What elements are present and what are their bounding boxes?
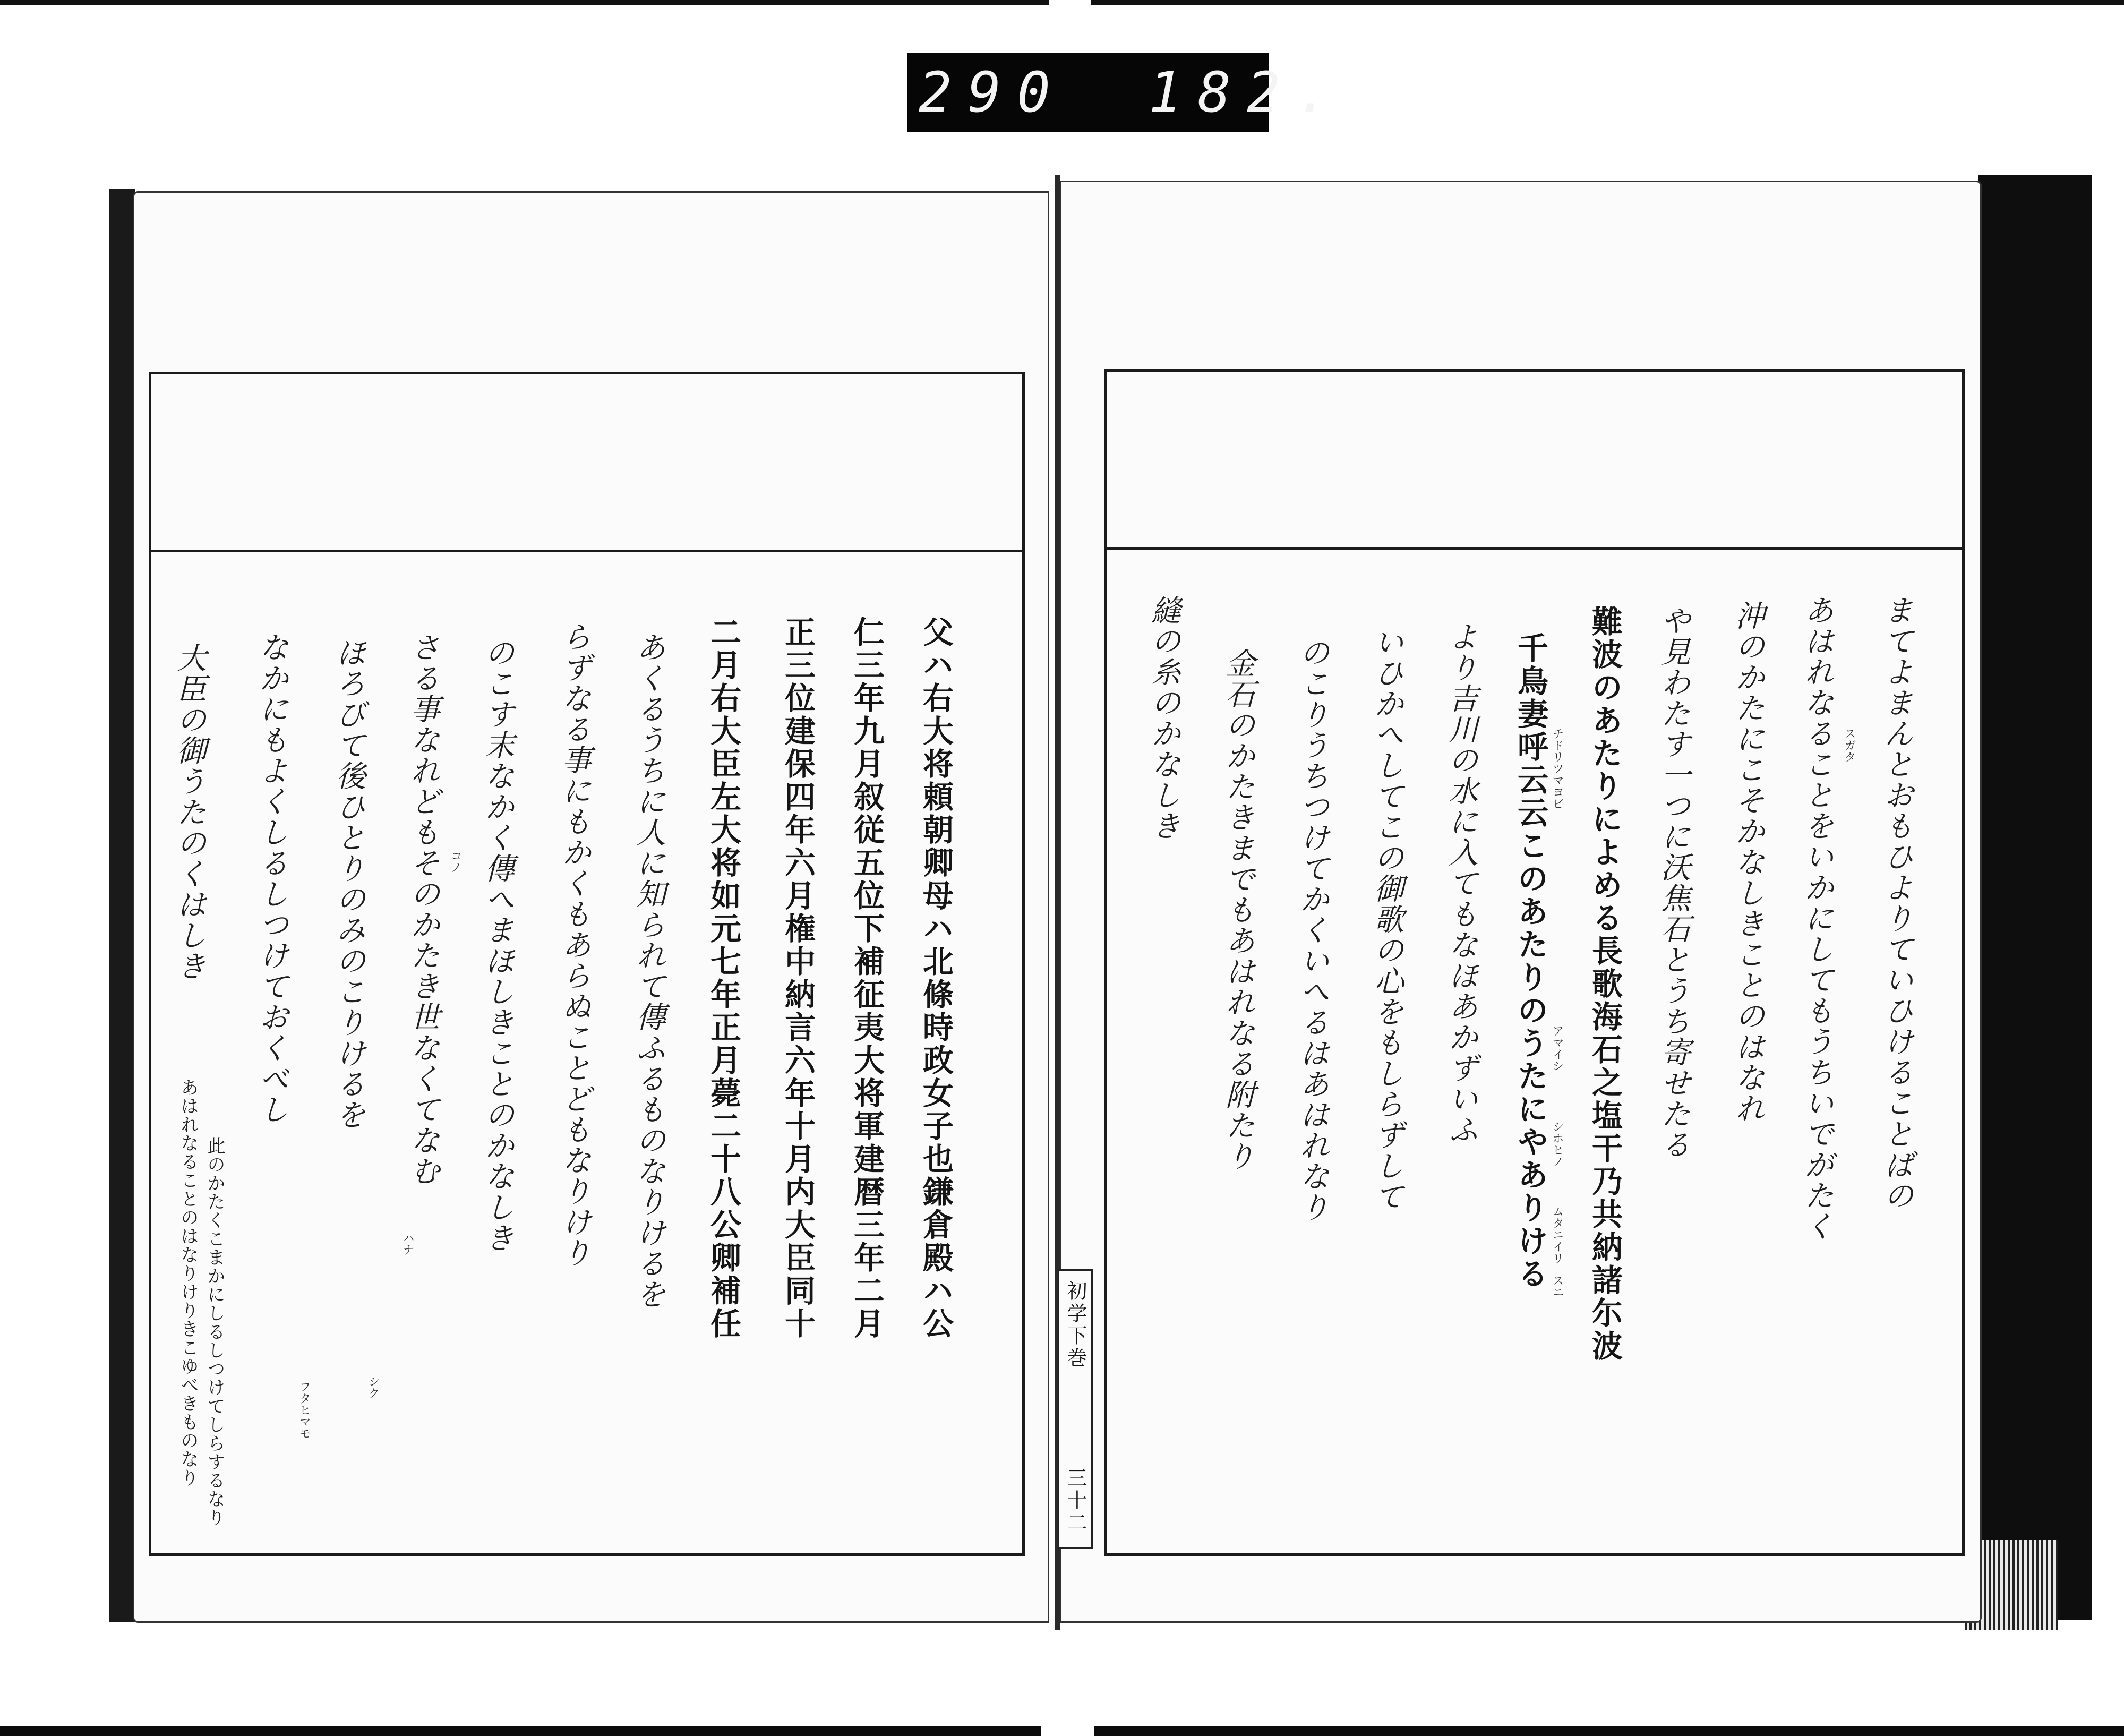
right-column-10: 金石のかたきまでもあはれなる附たり — [1221, 648, 1255, 1171]
left-column-8: さる事なれどもそのかたき世なくてなむ — [406, 632, 440, 1186]
left-ruby-3: シク — [366, 1375, 380, 1399]
right-column-8: いひかへしてこの御歌の心をもしらずして — [1369, 627, 1404, 1212]
scan-border-top-left — [0, 0, 1049, 5]
left-column-6: らずなる事にもかくもあらぬことどもなりけり — [557, 621, 592, 1268]
book-title-slip — [1058, 1269, 1093, 1549]
left-cover-edge — [109, 189, 135, 1622]
left-ruby-2: ハナ — [401, 1232, 414, 1255]
right-ruby-5: ムタニイリ — [1551, 1205, 1564, 1264]
left-column-9: ほろびて後ひとりのみのこりけるを — [331, 637, 366, 1130]
right-ruby-2: チドリツマヨビ — [1551, 728, 1564, 809]
book-page-number: 三十二 — [1064, 1467, 1087, 1534]
left-column-3: 正三位建保四年六月権中納言六年十月内大臣同十 — [780, 616, 816, 1340]
right-column-5: 難波のあたりによめる長歌海石之塩干乃共納諸尓波 — [1587, 605, 1623, 1363]
left-column-4: 二月右大臣左大将如元七年正月薨二十八公卿補任 — [705, 616, 741, 1340]
left-ruby-4: フタヒマモ — [297, 1381, 311, 1439]
left-small-note-1: 此のかたくこまかにしるしつけてしらするなり — [204, 1136, 225, 1527]
left-column-5: あくるうちに人に知られて傳ふるものなりけるを — [631, 632, 666, 1310]
right-column-7: より吉川の水に入てもなほあかずいふ — [1444, 621, 1478, 1145]
label-right-number: 182. — [1149, 60, 1346, 125]
left-small-note-2: あはれなることのはなりけりきこゆべきものなり — [177, 1078, 199, 1487]
book-title: 初学下巻 — [1064, 1280, 1087, 1370]
right-ruby-4: シホヒノ — [1551, 1121, 1564, 1167]
left-column-10: なかにもよくしるしつけておくべし — [254, 632, 289, 1125]
label-left-number: 290 — [919, 60, 1066, 125]
right-ruby-3: アマイシ — [1551, 1025, 1564, 1072]
right-column-9: のこりうちつけてかくいへるはあはれなり — [1295, 637, 1330, 1222]
left-ruby-1: コノ — [449, 850, 462, 873]
right-column-1: まてよまんとおもひよりていひけることばの — [1879, 595, 1914, 1211]
left-column-2: 仁三年九月叙従五位下補征夷大将軍建暦三年二月 — [849, 616, 885, 1340]
right-cover-edge — [1978, 175, 2092, 1620]
scan-border-gap — [1041, 1726, 1094, 1736]
right-column-2: あはれなることをいかにしてもうちいでがたく — [1800, 595, 1834, 1242]
catalog-number-label — [907, 53, 1346, 132]
left-column-11: 大臣の御うたのくはしき — [172, 643, 207, 981]
right-column-3: 沖のかたにこそかなしきことのはなれ — [1731, 600, 1765, 1124]
right-column-11: 縫の糸のかなしき — [1146, 595, 1181, 841]
scan-border-top-right — [1091, 0, 2124, 5]
right-column-4: や見わたす一つに沃焦石とうち寄せたる — [1656, 605, 1691, 1160]
right-ruby-6: スニ — [1551, 1275, 1564, 1298]
right-column-6: 千鳥妻呼云云このあたりのうたにやありける — [1512, 632, 1548, 1290]
right-header-divider — [1104, 547, 1965, 550]
left-column-7: のこす末なかく傳へまほしきことのかなしき — [480, 637, 515, 1253]
left-column-1: 父ハ右大将頼朝卿母ハ北條時政女子也鎌倉殿ハ公 — [918, 616, 954, 1340]
left-header-divider — [149, 550, 1025, 552]
right-ruby-1: スガタ — [1843, 728, 1856, 763]
